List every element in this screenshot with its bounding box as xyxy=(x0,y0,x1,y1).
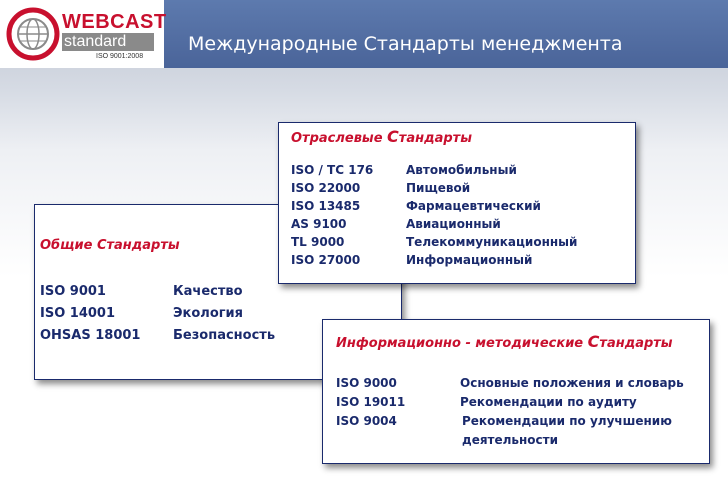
standard-code: AS 9100 xyxy=(291,217,347,231)
standard-name: Качество xyxy=(173,284,243,299)
title-start: Информационно - методические xyxy=(336,336,588,351)
standard-code: ISO 9000 xyxy=(336,376,397,390)
title-end: тандарты xyxy=(106,238,180,253)
standard-name: Рекомендации по улучшению xyxy=(462,414,672,428)
standard-code: ISO 9001 xyxy=(40,284,106,299)
title-capital: С xyxy=(587,332,600,351)
standard-name: Автомобильный xyxy=(406,163,517,177)
general-standards-title xyxy=(40,238,180,253)
standard-code: ISO 13485 xyxy=(291,199,361,213)
logo-brand: WEBCAST xyxy=(62,11,167,33)
standard-code: OHSAS 18001 xyxy=(40,328,141,343)
title-start: Общие С xyxy=(40,238,107,253)
standard-code: ISO 14001 xyxy=(40,306,116,321)
standard-code: ISO 22000 xyxy=(291,181,361,195)
standard-name: Пищевой xyxy=(406,181,471,195)
standard-name: деятельности xyxy=(462,433,559,447)
standard-name: Безопасность xyxy=(173,328,276,343)
logo xyxy=(0,0,167,68)
standard-name: Фармацевтический xyxy=(406,199,541,213)
title-start: Отраслевые xyxy=(291,131,388,146)
standard-code: ISO / TC 176 xyxy=(291,163,374,177)
standard-code: ISO 19011 xyxy=(336,395,406,409)
logo-certification: ISO 9001:2008 xyxy=(96,53,144,60)
title-end: тандарты xyxy=(599,336,673,351)
standard-name: Рекомендации по аудиту xyxy=(460,395,637,409)
industry-standards-title xyxy=(291,127,472,146)
title-capital: С xyxy=(387,127,399,146)
methodical-standards-title xyxy=(336,332,673,351)
standard-code: ISO 9004 xyxy=(336,414,397,428)
standard-code: ISO 27000 xyxy=(291,253,361,267)
standard-name: Авиационный xyxy=(406,217,501,231)
methodical-standards-card xyxy=(322,319,710,464)
industry-standards-card xyxy=(278,122,636,284)
page-title: Международные Стандарты менеджмента xyxy=(188,33,623,55)
standard-name: Экология xyxy=(173,306,243,321)
logo-subbrand: standard xyxy=(62,33,154,51)
standard-name: Основные положения и словарь xyxy=(460,376,684,390)
title-end: тандарты xyxy=(398,131,472,146)
standard-name: Телекоммуникационный xyxy=(406,235,578,249)
globe-icon xyxy=(6,7,60,61)
standard-code: TL 9000 xyxy=(291,235,345,249)
standard-name: Информационный xyxy=(406,253,533,267)
header-banner xyxy=(0,0,728,68)
